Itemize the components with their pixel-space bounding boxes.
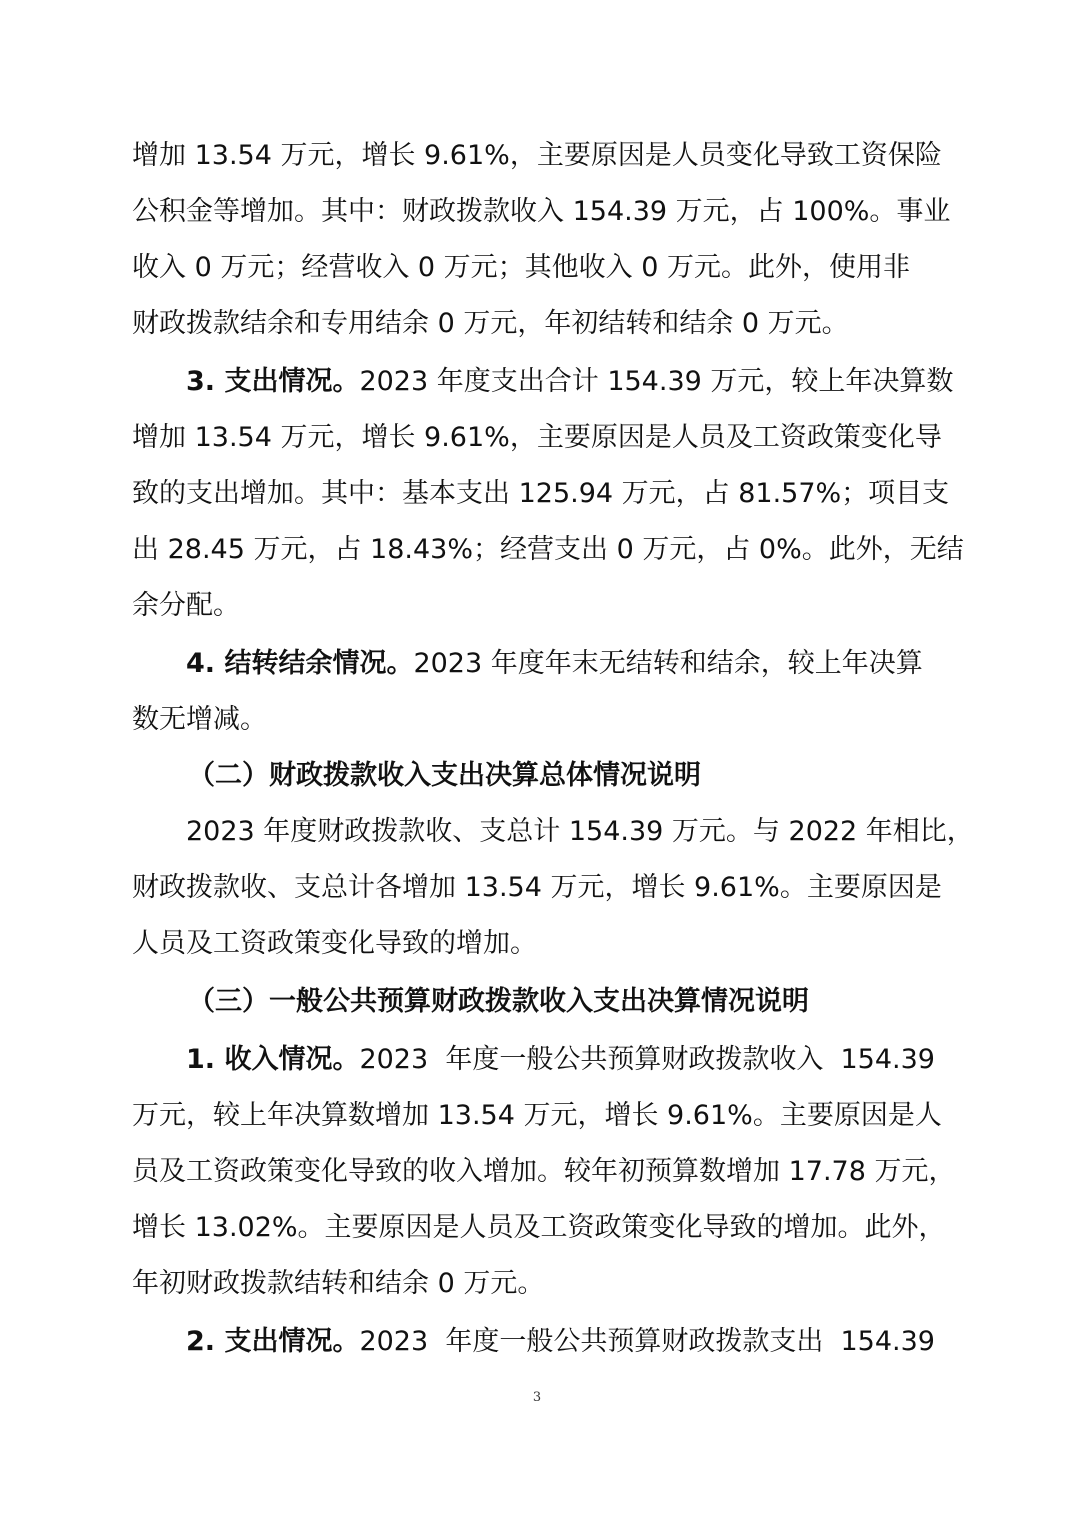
paragraph-line [132, 1208, 946, 1248]
page-number: 3 [532, 1390, 542, 1405]
line-text: 员及工资政策变化导致的收入增加。较年初预算数增加 17.78 万元， [132, 1156, 956, 1187]
paragraph-line [186, 362, 953, 402]
paragraph-line [132, 586, 240, 626]
item-lead: 4. 结转结余情况。 [186, 648, 414, 679]
line-text: 致的支出增加。其中：基本支出 125.94 万元，占 81.57%；项目支 [132, 478, 950, 509]
paragraph-line [132, 192, 950, 232]
item-lead: 3. 支出情况。 [186, 366, 360, 397]
line-text: 财政拨款收、支总计各增加 13.54 万元，增长 9.61%。主要原因是 [132, 872, 942, 903]
line-text: 增加 13.54 万元，增长 9.61%，主要原因是人员变化导致工资保险 [132, 140, 942, 171]
paragraph-line [132, 248, 910, 288]
line-text: 2023 年度年末无结转和结余，较上年决算 [413, 648, 923, 679]
heading-text: （二）财政拨款收入支出决算总体情况说明 [188, 760, 701, 791]
line-text: 2023 年度一般公共预算财政拨款收入 154.39 [359, 1044, 935, 1075]
line-text: 数无增减。 [132, 704, 267, 735]
item-lead: 2. 支出情况。 [186, 1326, 360, 1357]
paragraph-line [132, 1096, 942, 1136]
line-text: 收入 0 万元；经营收入 0 万元；其他收入 0 万元。此外，使用非 [132, 252, 911, 283]
paragraph-line [132, 418, 942, 458]
paragraph-line [186, 644, 923, 684]
line-text: 增长 13.02%。主要原因是人员及工资政策变化导致的增加。此外， [132, 1212, 946, 1243]
paragraph-line [132, 136, 942, 176]
paragraph-line [132, 700, 267, 740]
paragraph-line [132, 474, 949, 514]
line-text: 万元，较上年决算数增加 13.54 万元，增长 9.61%。主要原因是人 [132, 1100, 942, 1131]
line-text: 增加 13.54 万元，增长 9.61%，主要原因是人员及工资政策变化导 [132, 422, 942, 453]
paragraph-line [132, 1152, 955, 1192]
paragraph-line [132, 1264, 544, 1304]
item-lead: 1. 收入情况。 [186, 1044, 360, 1075]
line-text: 出 28.45 万元，占 18.43%；经营支出 0 万元，占 0%。此外，无结 [132, 534, 964, 565]
paragraph-line [132, 530, 964, 570]
paragraph-line [132, 868, 942, 908]
section-heading [188, 982, 809, 1022]
line-text: 公积金等增加。其中：财政拨款收入 154.39 万元，占 100%。事业 [132, 196, 951, 227]
paragraph-line [132, 304, 849, 344]
line-text: 2023 年度财政拨款收、支总计 154.39 万元。与 2022 年相比， [186, 816, 974, 847]
line-text: 财政拨款结余和专用结余 0 万元，年初结转和结余 0 万元。 [132, 308, 849, 339]
line-text: 2023 年度支出合计 154.39 万元，较上年决算数 [359, 366, 954, 397]
heading-text: （三）一般公共预算财政拨款收入支出决算情况说明 [188, 986, 809, 1017]
line-text: 年初财政拨款结转和结余 0 万元。 [132, 1268, 545, 1299]
paragraph-line [186, 812, 974, 852]
line-text: 人员及工资政策变化导致的增加。 [132, 928, 537, 959]
paragraph-line [132, 924, 537, 964]
line-text: 余分配。 [132, 590, 240, 621]
section-heading [188, 756, 701, 796]
paragraph-line [186, 1322, 935, 1362]
line-text: 2023 年度一般公共预算财政拨款支出 154.39 [359, 1326, 935, 1357]
paragraph-line [186, 1040, 935, 1080]
